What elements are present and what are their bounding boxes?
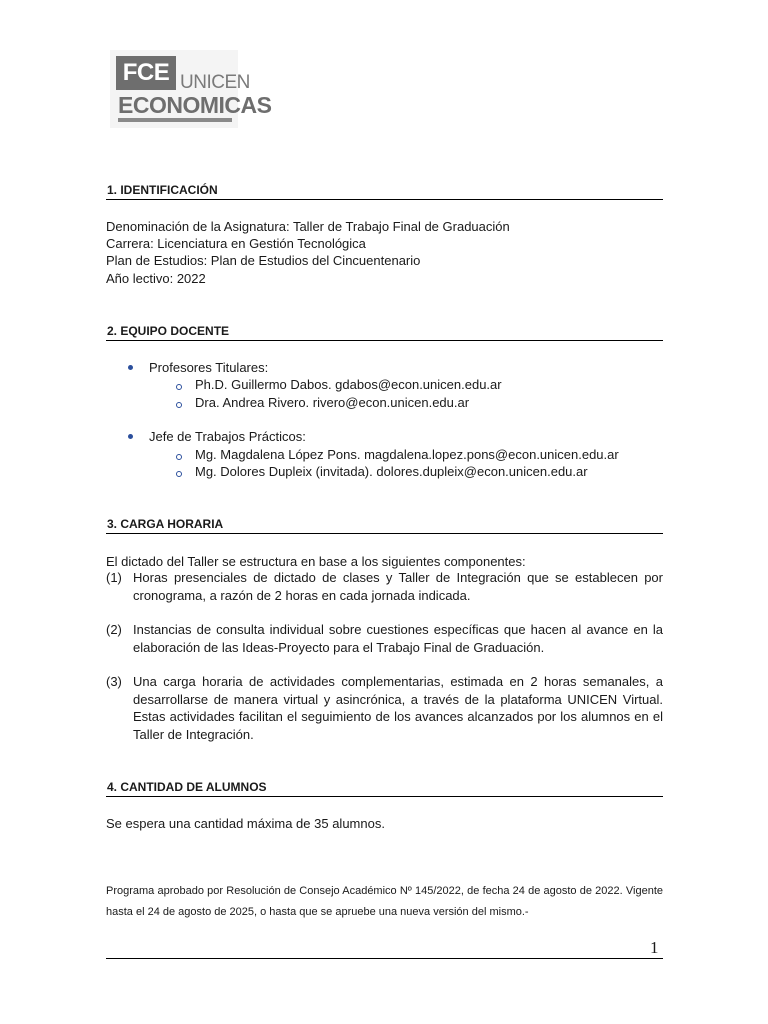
member-text: Mg. Dolores Dupleix (invitada). dolores.dupleix@econ.unicen.edu.ar [195,464,588,479]
circle-bullet-icon [176,454,182,460]
member-row [176,463,588,480]
section-title: 3. CARGA HORARIA [106,515,663,534]
logo-unicen-text: UNICEN [180,72,250,93]
member-row [176,394,469,411]
alumnos-text: Se espera una cantidad máxima de 35 alumnos. [106,816,385,831]
page-number: 1 [650,938,659,957]
group-profesores [128,359,268,376]
circle-bullet-icon [176,384,182,390]
item-text: Una carga horaria de actividades complementarias, estimada en 2 horas semanales, a desarrollarse de manera virtual y asincrónica, a través de la plataforma UNICEN Virtual. Estas actividades facilitan el seguimiento de los avances alcanzados por los alumnos en el Taller de Integración. [133,674,663,742]
approval-note: Programa aprobado por Resolución de Consejo Académico Nº 145/2022, de fecha 24 de agosto de 2022. Vigente hasta el 24 de agosto de 2025, o hasta que se apruebe una nueva versión del mismo.- [106,885,663,918]
logo-economicas-text: ECONOMICAS [118,92,272,118]
item-number: (3) [106,674,122,689]
logo-fce-text: FCE [116,56,176,90]
logo-underline [118,118,232,122]
carga-item [106,621,663,656]
plan-line: Plan de Estudios: Plan de Estudios del Cincuentenario [106,253,421,268]
item-number: (1) [106,570,122,585]
item-text: Horas presenciales de dictado de clases y Taller de Integración que se establecen por cronograma, a razón de 2 horas en cada jornada indicada. [133,570,663,603]
carga-item [106,569,663,604]
item-text: Instancias de consulta individual sobre cuestiones específicas que hacen al avance en la elaboración de las Ideas-Proyecto para el Trabajo Final de Graduación. [133,622,663,655]
carrera-line: Carrera: Licenciatura en Gestión Tecnológica [106,236,366,251]
section-title: 1. IDENTIFICACIÓN [106,181,663,200]
bullet-icon [128,365,133,370]
circle-bullet-icon [176,471,182,477]
fce-unicen-logo [110,50,272,128]
group-label: Jefe de Trabajos Prácticos: [149,429,306,444]
item-number: (2) [106,622,122,637]
bullet-icon [128,434,133,439]
member-row [176,446,619,463]
section-identificacion [106,181,663,200]
section-title: 4. CANTIDAD DE ALUMNOS [106,778,663,797]
carga-intro: El dictado del Taller se estructura en base a los siguientes componentes: [106,554,526,569]
section-cantidad-alumnos [106,778,663,797]
member-text: Dra. Andrea Rivero. rivero@econ.unicen.edu.ar [195,395,470,410]
asignatura-line: Denominación de la Asignatura: Taller de Trabajo Final de Graduación [106,219,510,234]
member-text: Mg. Magdalena López Pons. magdalena.lopez.pons@econ.unicen.edu.ar [195,447,619,462]
section-equipo-docente [106,322,663,341]
group-label: Profesores Titulares: [149,360,269,375]
circle-bullet-icon [176,402,182,408]
member-row [176,376,502,393]
carga-item [106,673,663,743]
section-carga-horaria [106,515,663,534]
section-title: 2. EQUIPO DOCENTE [106,322,663,341]
group-jefe-trabajos [128,428,306,445]
member-text: Ph.D. Guillermo Dabos. gdabos@econ.unicen.edu.ar [195,377,502,392]
anio-line: Año lectivo: 2022 [106,271,206,286]
footer-rule [106,958,663,959]
